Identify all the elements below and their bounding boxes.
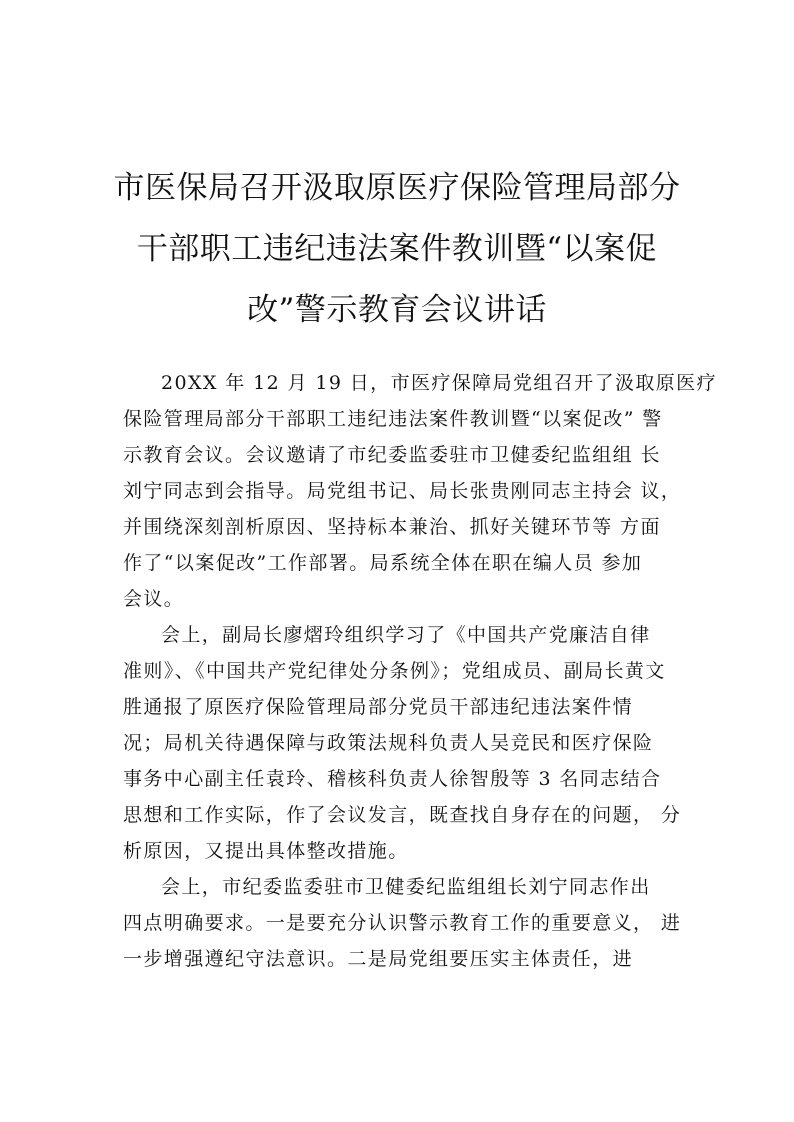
body-line: 况；局机关待遇保障与政策法规科负责人吴竞民和医疗保险 [123,732,654,754]
body-line: 刘宁同志到会指导。局党组书记、局长张贵刚同志主持会 议， [123,480,682,502]
body-line: 作了“以案促改”工作部署。局系统全体在职在编人员 参加 [123,552,643,574]
body-line: 示教育会议。会议邀请了市纪委监委驻市卫健委纪监组组 长 [123,444,661,466]
title-line: 改”警示教育会议讲话 [247,292,547,328]
title-line: 市医保局召开汲取原医疗保险管理局部分 [113,170,681,206]
document-body [123,365,717,977]
body-line: 准则》、《中国共产党纪律处分条例》；党组成员、副局长黄文 [123,660,666,682]
paragraph-requirements [123,869,683,977]
paragraph-meeting-summary [123,365,717,617]
paragraph-study-session [123,617,683,869]
body-line: 事务中心副主任袁玲、稽核科负责人徐智殷等 3 名同志结合 [123,768,662,790]
body-line: 析原因，又提出具体整改措施。 [123,840,409,862]
document-title [100,158,694,341]
body-line: 会议。 [123,588,185,610]
body-line: 思想和工作实际，作了会议发言，既查找自身存在的问题， 分 [123,804,682,826]
body-line: 胜通报了原医疗保险管理局部分党员干部违纪违法案件情 [123,696,634,718]
body-line: 保险管理局部分干部职工违纪违法案件教训暨“以案促改” 警 [123,408,663,430]
body-line: 四点明确要求。一是要充分认识警示教育工作的重要意义， 进 [123,912,682,934]
body-line: 并围绕深刻剖析原因、坚持标本兼治、抓好关键环节等 方面 [123,516,661,538]
body-line: 一步增强遵纪守法意识。二是局党组要压实主体责任，进 [123,948,634,970]
body-line: 会上，市纪委监委驻市卫健委纪监组组长刘宁同志作出 [161,876,651,898]
body-line: 20XX 年 12 月 19 日，市医疗保障局党组召开了汲取原医疗 [161,372,717,394]
body-line: 会上，副局长廖熠玲组织学习了《中国共产党廉洁自律 [161,624,651,646]
title-line: 干部职工违纪违法案件教训暨“以案促 [136,231,658,267]
